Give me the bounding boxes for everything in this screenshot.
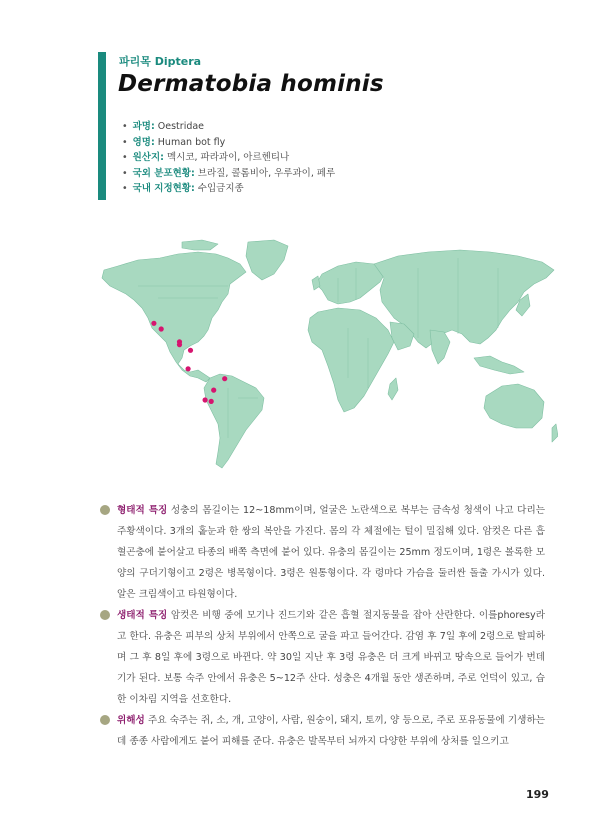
body-text	[100, 500, 545, 752]
occurrence-marker	[209, 399, 214, 404]
bullet-dot	[100, 610, 110, 620]
occurrence-marker	[222, 376, 227, 381]
madagascar-landmass	[388, 378, 398, 400]
info-origin: • 원산지: 멕시코, 파라과이, 아르헨티나	[122, 152, 290, 163]
new-zealand-landmass	[552, 424, 558, 442]
info-english-name: • 영명: Human bot fly	[122, 136, 226, 148]
bullet-dot	[100, 505, 110, 515]
europe-landmass	[316, 262, 386, 304]
info-family: • 과명: Oestridae	[122, 121, 205, 132]
australia-landmass	[484, 384, 544, 428]
info-domestic-status: • 국내 지정현황: 수입금지종	[122, 183, 244, 194]
occurrence-marker	[186, 366, 191, 371]
occurrence-marker	[211, 388, 216, 393]
africa-landmass	[308, 308, 394, 412]
occurrence-marker	[151, 321, 156, 326]
paragraph-heading: 위해성	[117, 715, 145, 726]
paragraph-heading: 생태적 특징	[117, 610, 168, 621]
north-america-landmass	[102, 252, 246, 382]
paragraph-heading: 형태적 특징	[117, 505, 168, 516]
occurrence-marker	[203, 397, 208, 402]
occurrence-marker	[159, 326, 164, 331]
accent-bar	[98, 52, 106, 200]
info-foreign-distribution: • 국외 분포현황: 브라질, 콜롬비아, 우루과이, 페루	[122, 167, 336, 179]
page-number: 199	[526, 788, 549, 801]
greenland-landmass	[246, 240, 288, 280]
order-label: 파리목 Diptera	[119, 55, 202, 68]
info-list	[122, 119, 335, 197]
india-landmass	[430, 330, 450, 364]
paragraph-ecology: 생태적 특징 암컷은 비행 중에 모기나 진드기와 같은 흡혈 절지동물을 잡아 산란한다. 이를phoresy라고 한다. 유충은 피부의 상처 부위에서 안쪽으로 굴을 파고 들어간다. 감염 후 7일 후에 2령으로 탈피하며 그 후 8일 후에 3령으로 바뀐다. 약 30일 지난 후 3령 유충은 더 크게 바뀌고 땅속으로 들어가 번데기가 된다. 보통 숙주 안에서 유충은 5~12주 산다. 성충은 4개월 동안 생존하며, 주로 언덕이 있고, 습한 이차림 지역을 선호한다.	[100, 605, 545, 710]
bullet-dot	[100, 715, 110, 725]
uk-landmass	[312, 276, 320, 290]
species-title: Dermatobia hominis	[118, 71, 384, 97]
occurrence-marker	[177, 342, 182, 347]
southeast-asia-islands	[474, 356, 524, 374]
paragraph-morphology: 형태적 특징 성충의 몸길이는 12~18mm이며, 얼굴은 노란색으로 복부는 금속성 청색이 나고 다리는 주황색이다. 3개의 홑눈과 한 쌍의 복안을 가진다. 몸의 각 체절에는 털이 밀집해 있다. 암컷은 다른 흡혈곤충에 붙어살고 타종의 배쪽 측면에 붙어 있다. 유충의 몸길이는 25mm 정도이며, 1령은 볼록한 모양의 구더기형이고 2령은 병목형이다. 3령은 원통형이다. 각 령마다 가슴을 둘러싼 돌출 가시가 있다. 알은 크림색이고 타원형이다.	[100, 500, 545, 605]
arctic-islands	[182, 240, 218, 250]
world-distribution-map	[98, 238, 558, 473]
paragraph-hazard: 위해성 주요 숙주는 쥐, 소, 개, 고양이, 사람, 원숭이, 돼지, 토끼, 양 등으로, 주로 포유동물에 기생하는데 종종 사람에게도 붙어 피해를 준다. 유충은 발목부터 뇌까지 다양한 부위에 상처를 일으키고	[100, 710, 545, 752]
occurrence-marker	[188, 348, 193, 353]
